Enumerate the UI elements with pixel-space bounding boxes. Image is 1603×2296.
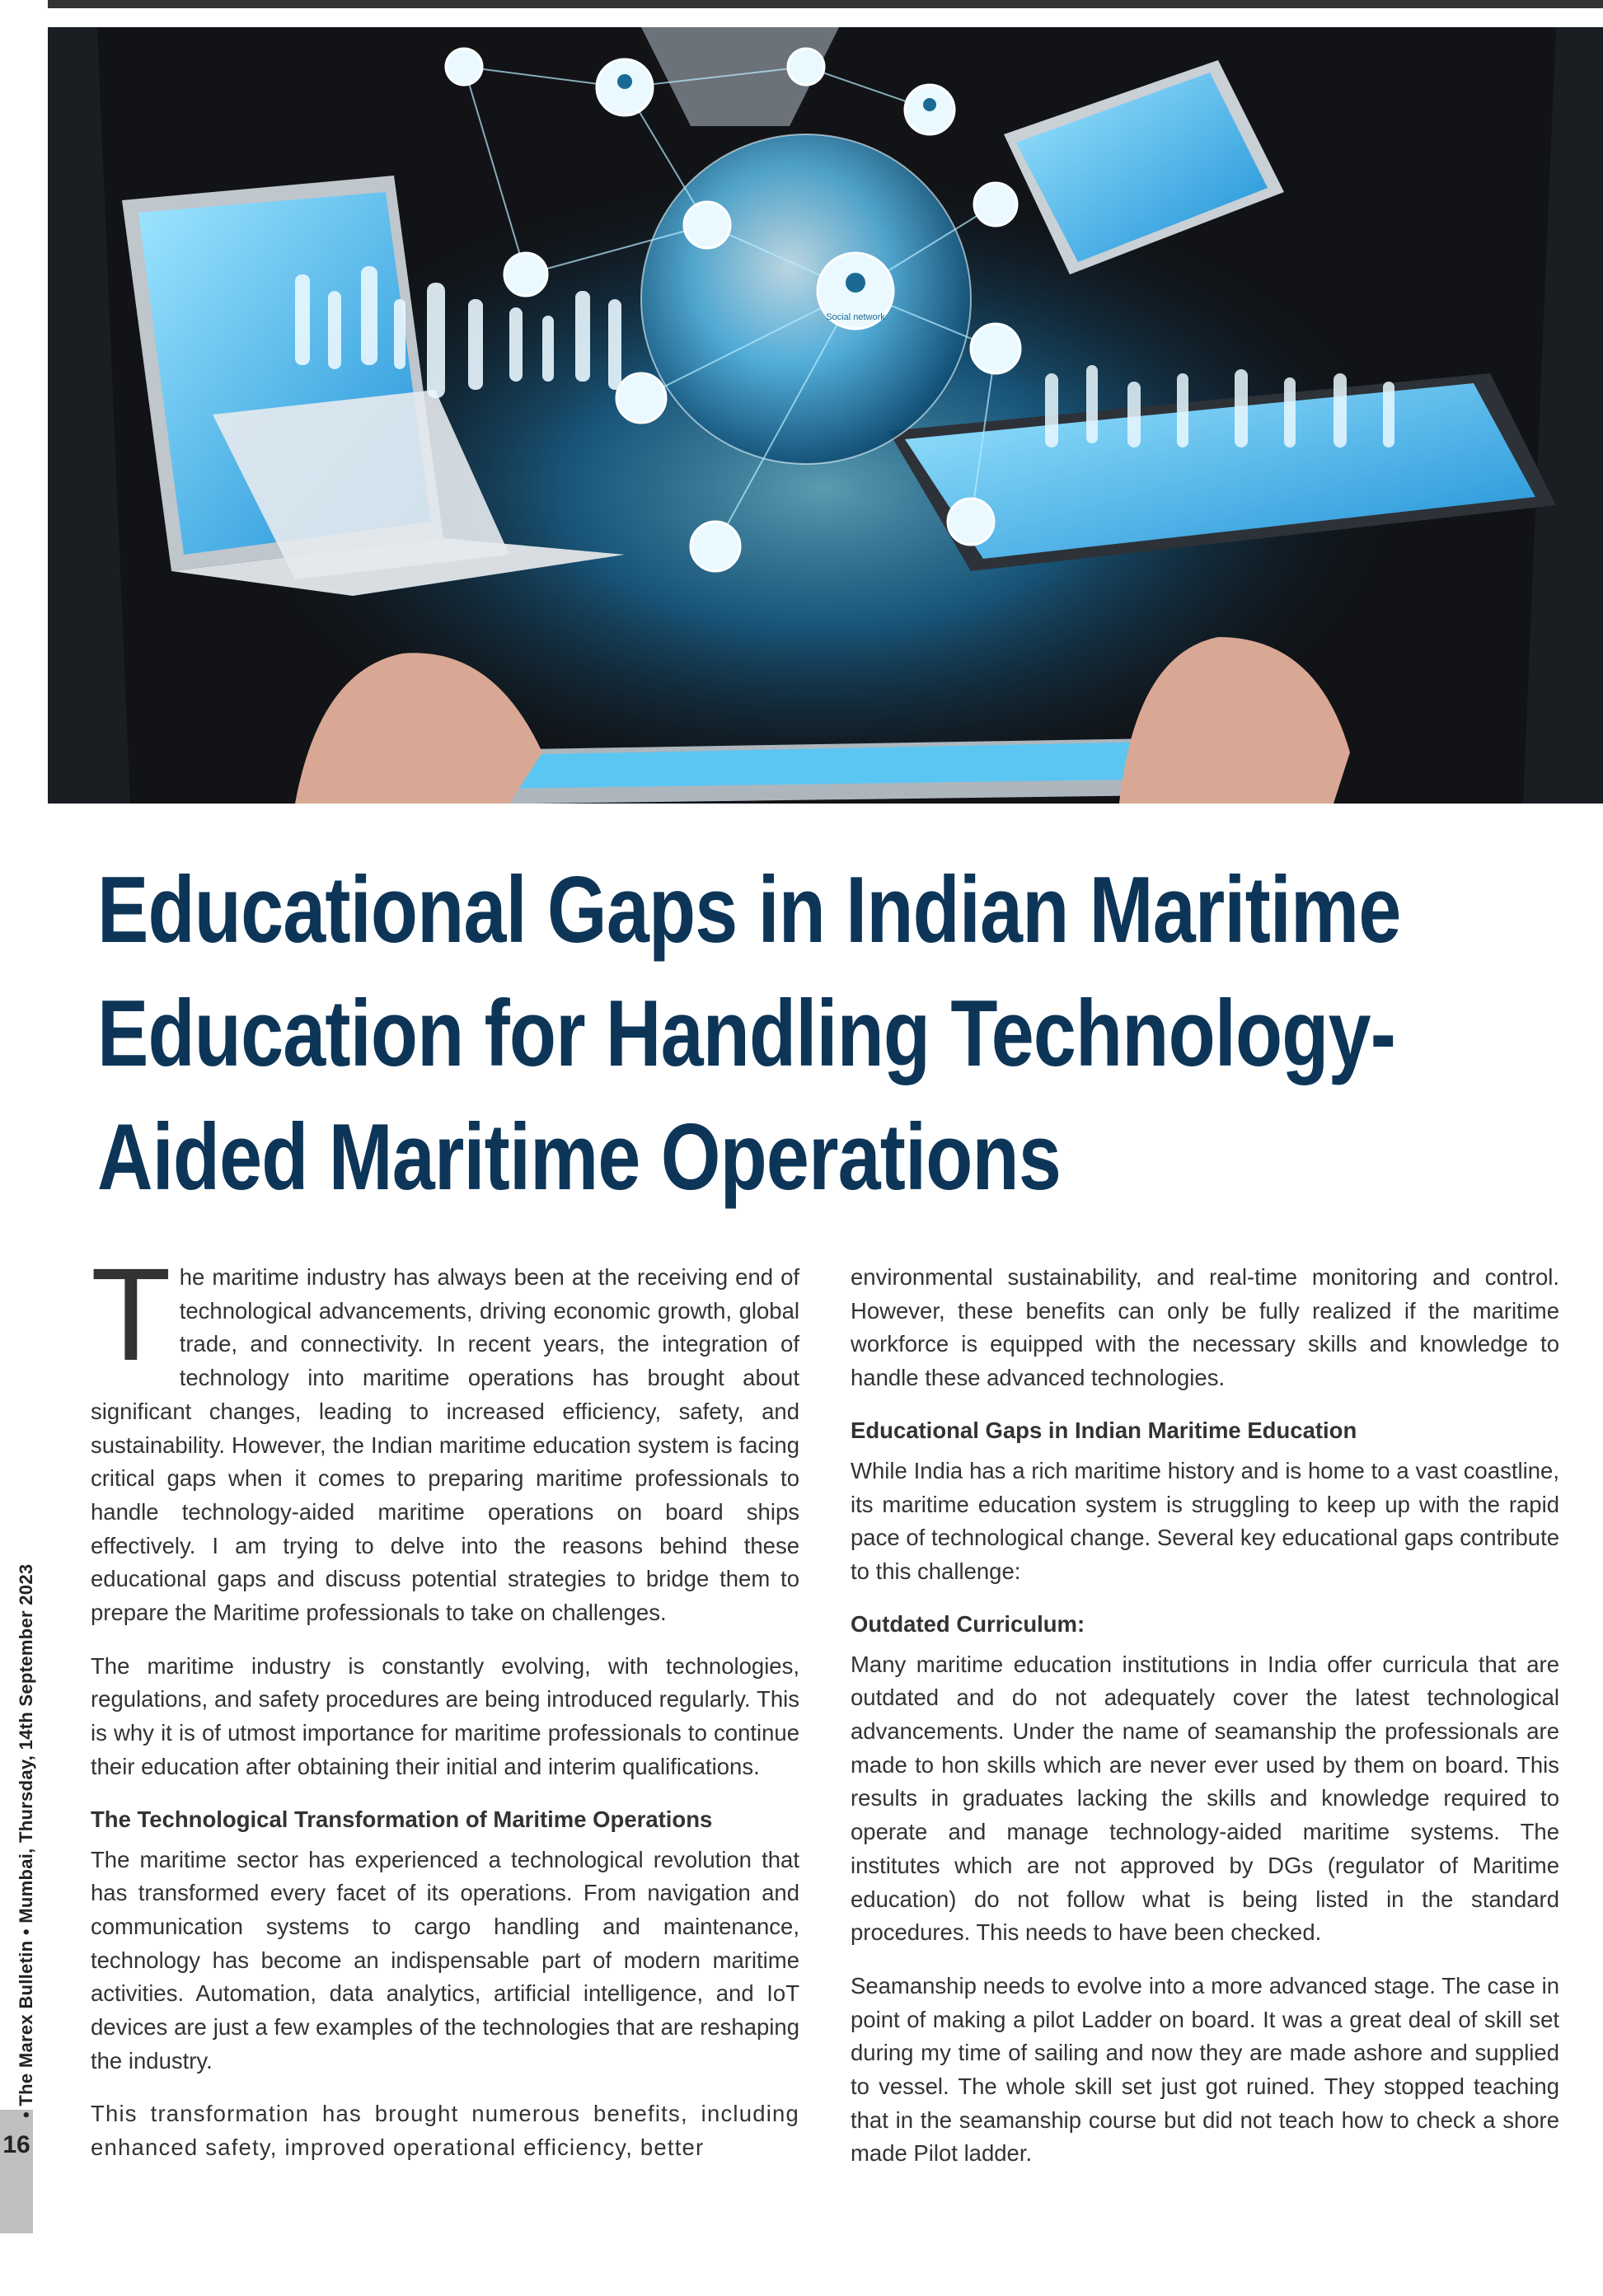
page-number: 16	[2, 2131, 30, 2158]
intro-text: he maritime industry has always been at the receiving end of technological advancements, driving economic growth, global trade, and connectivity. In recent years, the integration of technology into maritime operations has brought about significant changes, leading to increased efficiency, safety, and sustainability. However, the Indian maritime education system is facing critical gaps when it comes to preparing maritime professionals to handle technology-aided maritime operations on board ships effectively. I am trying to delve into the reasons behind these educational gaps and discuss potential strategies to bridge them to prepare the Maritime professionals to take on challenges.	[91, 1264, 799, 1626]
article-paragraph: This transformation has brought numerous benefits, including enhanced safety, improved operational efficiency, better	[91, 2101, 799, 2161]
section-heading: The Technological Transformation of Maritime Operations	[91, 1806, 713, 1832]
article-paragraph: While India has a rich maritime history and is home to a vast coastline, its maritime education system is struggling to keep up with the rapid pace of technological change. Several key educational gaps contribute to this challenge:	[851, 1457, 1559, 1584]
article-column-right	[851, 1261, 1559, 2191]
article-paragraph: Seamanship needs to evolve into a more advanced stage. The case in point of making a pilot Ladder on board. It was a great deal of skill set during my time of sailing and now they are made ashore and supplied to vessel. The whole skill set just got ruined. They stopped teaching that in the seamanship course but did not teach how to check a shore made Pilot ladder.	[851, 1972, 1559, 2167]
article-paragraph: environmental sustainability, and real-time monitoring and control. However, these benefits can only be fully realized if the maritime workforce is equipped with the necessary skills and knowledge to handle these advanced technologies.	[851, 1264, 1559, 1391]
article-paragraph: Many maritime education institutions in India offer curricula that are outdated and do not adequately cover the latest technological advancements. Under the name of seamanship the professionals are made to hon skills which are never ever used by them on board. This results in graduates lacking the skills and knowledge required to operate and manage technology-aided maritime systems. The institutes which are not approved by DGs (regulator of Maritime education) do not follow what is being listed in the standard procedures. This needs to have been checked.	[851, 1651, 1559, 1946]
technology-network-illustration-icon	[48, 27, 1603, 804]
article-paragraph: The maritime sector has experienced a technological revolution that has transformed every facet of its operations. From navigation and communication systems to cargo handling and maintenance, technology has become an indispensable part of modern maritime activities. Automation, data analytics, artificial intelligence, and IoT devices are just a few examples of the technologies that are reshaping the industry.	[91, 1846, 799, 2073]
publication-side-label: • The Marex Bulletin • Mumbai, Thursday, 14th September 2023	[16, 1563, 36, 2118]
page-number-tab	[0, 2110, 33, 2233]
section-heading: Educational Gaps in Indian Maritime Education	[851, 1417, 1357, 1443]
section-heading: Outdated Curriculum:	[851, 1610, 1085, 1637]
article-paragraph: The maritime industry is constantly evolving, with technologies, regulations, and safety procedures are being introduced regularly. This is why it is of utmost importance for maritime professionals to continue their education after obtaining their initial and interim qualifications.	[91, 1652, 799, 1779]
hero-image	[48, 27, 1603, 804]
top-rule	[48, 0, 1603, 8]
drop-cap: T	[91, 1240, 171, 1388]
article-column-left	[91, 1240, 799, 2185]
hero-node-label: Social network	[826, 312, 885, 322]
article-paragraph	[91, 1240, 799, 1630]
article-title: Educational Gaps in Indian Maritime Education for Handling Technology-Aided Maritime Operations	[97, 858, 1401, 1210]
